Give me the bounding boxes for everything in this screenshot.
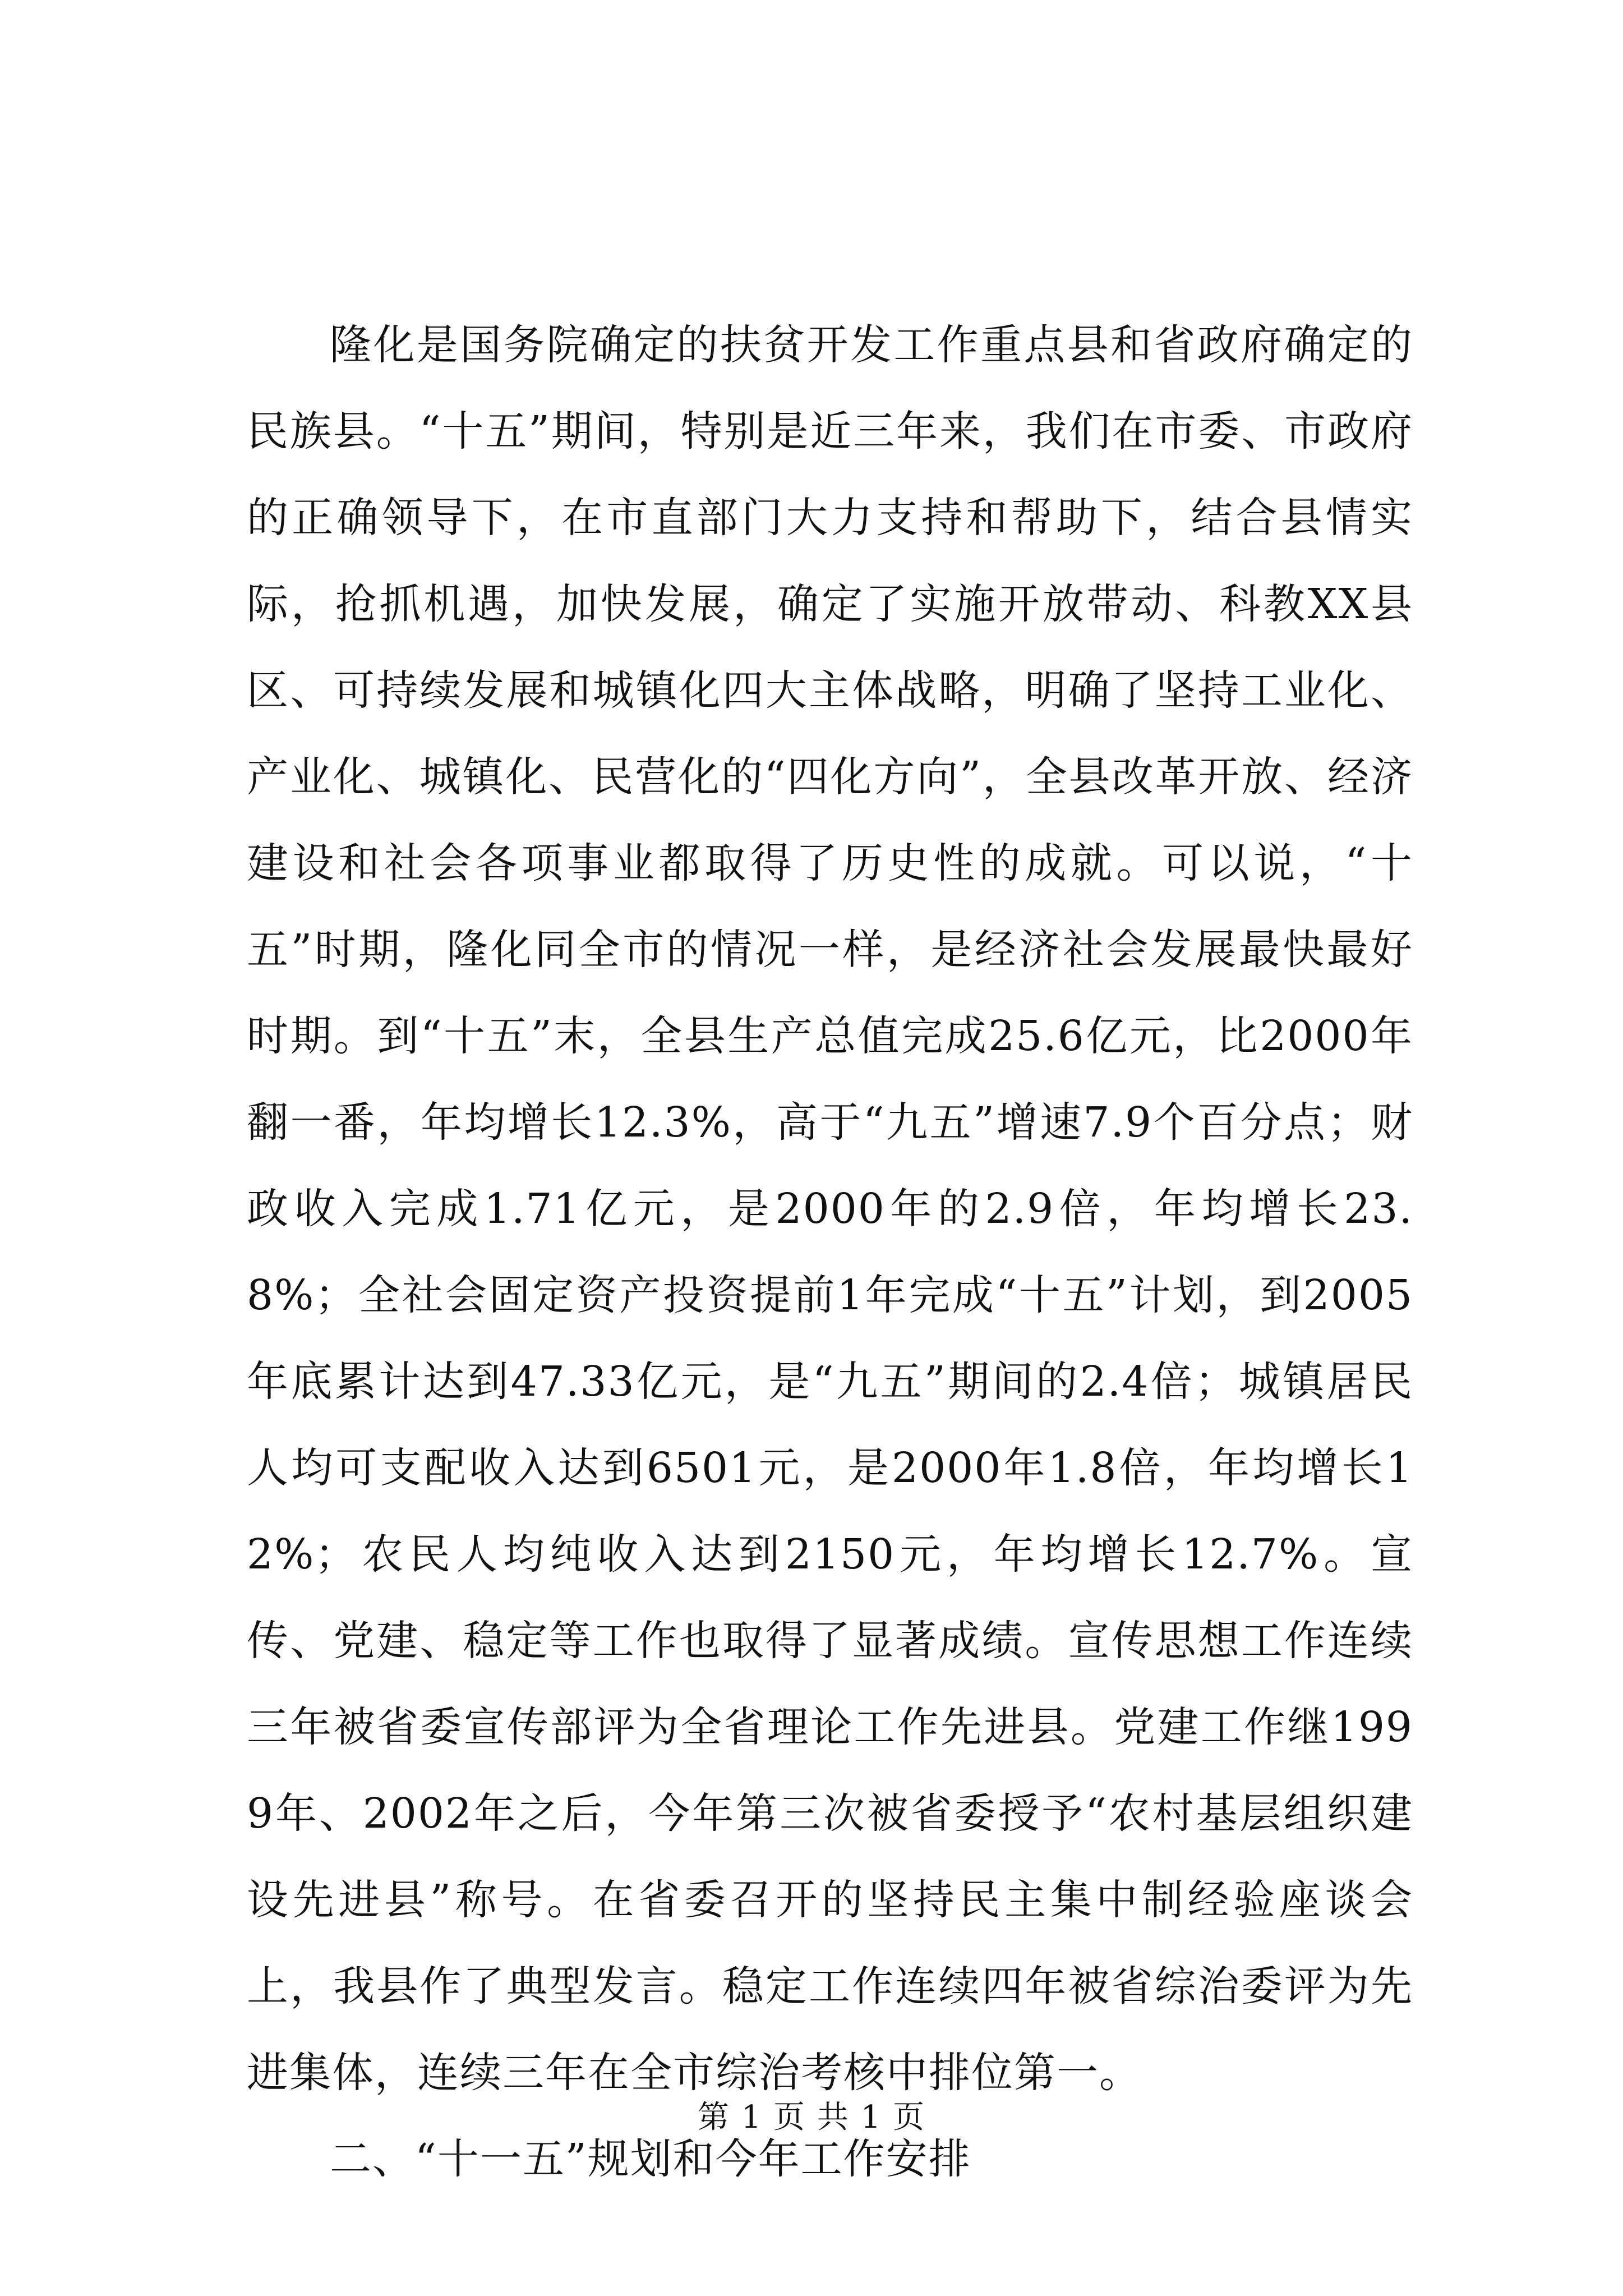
page-footer: 第 1 页 共 1 页: [697, 2099, 926, 2136]
body-paragraph: 隆化是国务院确定的扶贫开发工作重点县和省政府确定的民族县。“十五”期间，特别是近三年来，我们在市委、市政府的正确领导下，在市直部门大力支持和帮助下，结合县情实际，抢抓机遇，加快发展，确定了实施开放带动、科教XX县区、可持续发展和城镇化四大主体战略，明确了坚持工业化、产业化、城镇化、民营化的“四化方向”，全县改革开放、经济建设和社会各项事业都取得了历史性的成就。可以说，“十五”时期，隆化同全市的情况一样，是经济社会发展最快最好时期。到“十五”末，全县生产总值完成25.6亿元，比2000年翻一番，年均增长12.3%，高于“九五”增速7.9个百分点；财政收入完成1.71亿元，是2000年的2.9倍，年均增长23.8%；全社会固定资产投资提前1年完成“十五”计划，到2005年底累计达到47.33亿元，是“九五”期间的2.4倍；城镇居民人均可支配收入达到6501元，是2000年1.8倍，年均增长12%；农民人均纯收入达到2150元，年均增长12.7%。宣传、党建、稳定等工作也取得了显著成绩。宣传思想工作连续三年被省委宣传部评为全省理论工作先进县。党建工作继1999年、2002年之后，今年第三次被省委授予“农村基层组织建设先进县”称号。在省委召开的坚持民主集中制经验座谈会上，我县作了典型发言。稳定工作连续四年被省综治委评为先进集体，连续三年在全市综治考核中排位第一。: [247, 321, 1413, 2097]
section-heading: 二、“十一五”规划和今年工作安排: [330, 2135, 971, 2183]
document-body: [247, 302, 1413, 2202]
